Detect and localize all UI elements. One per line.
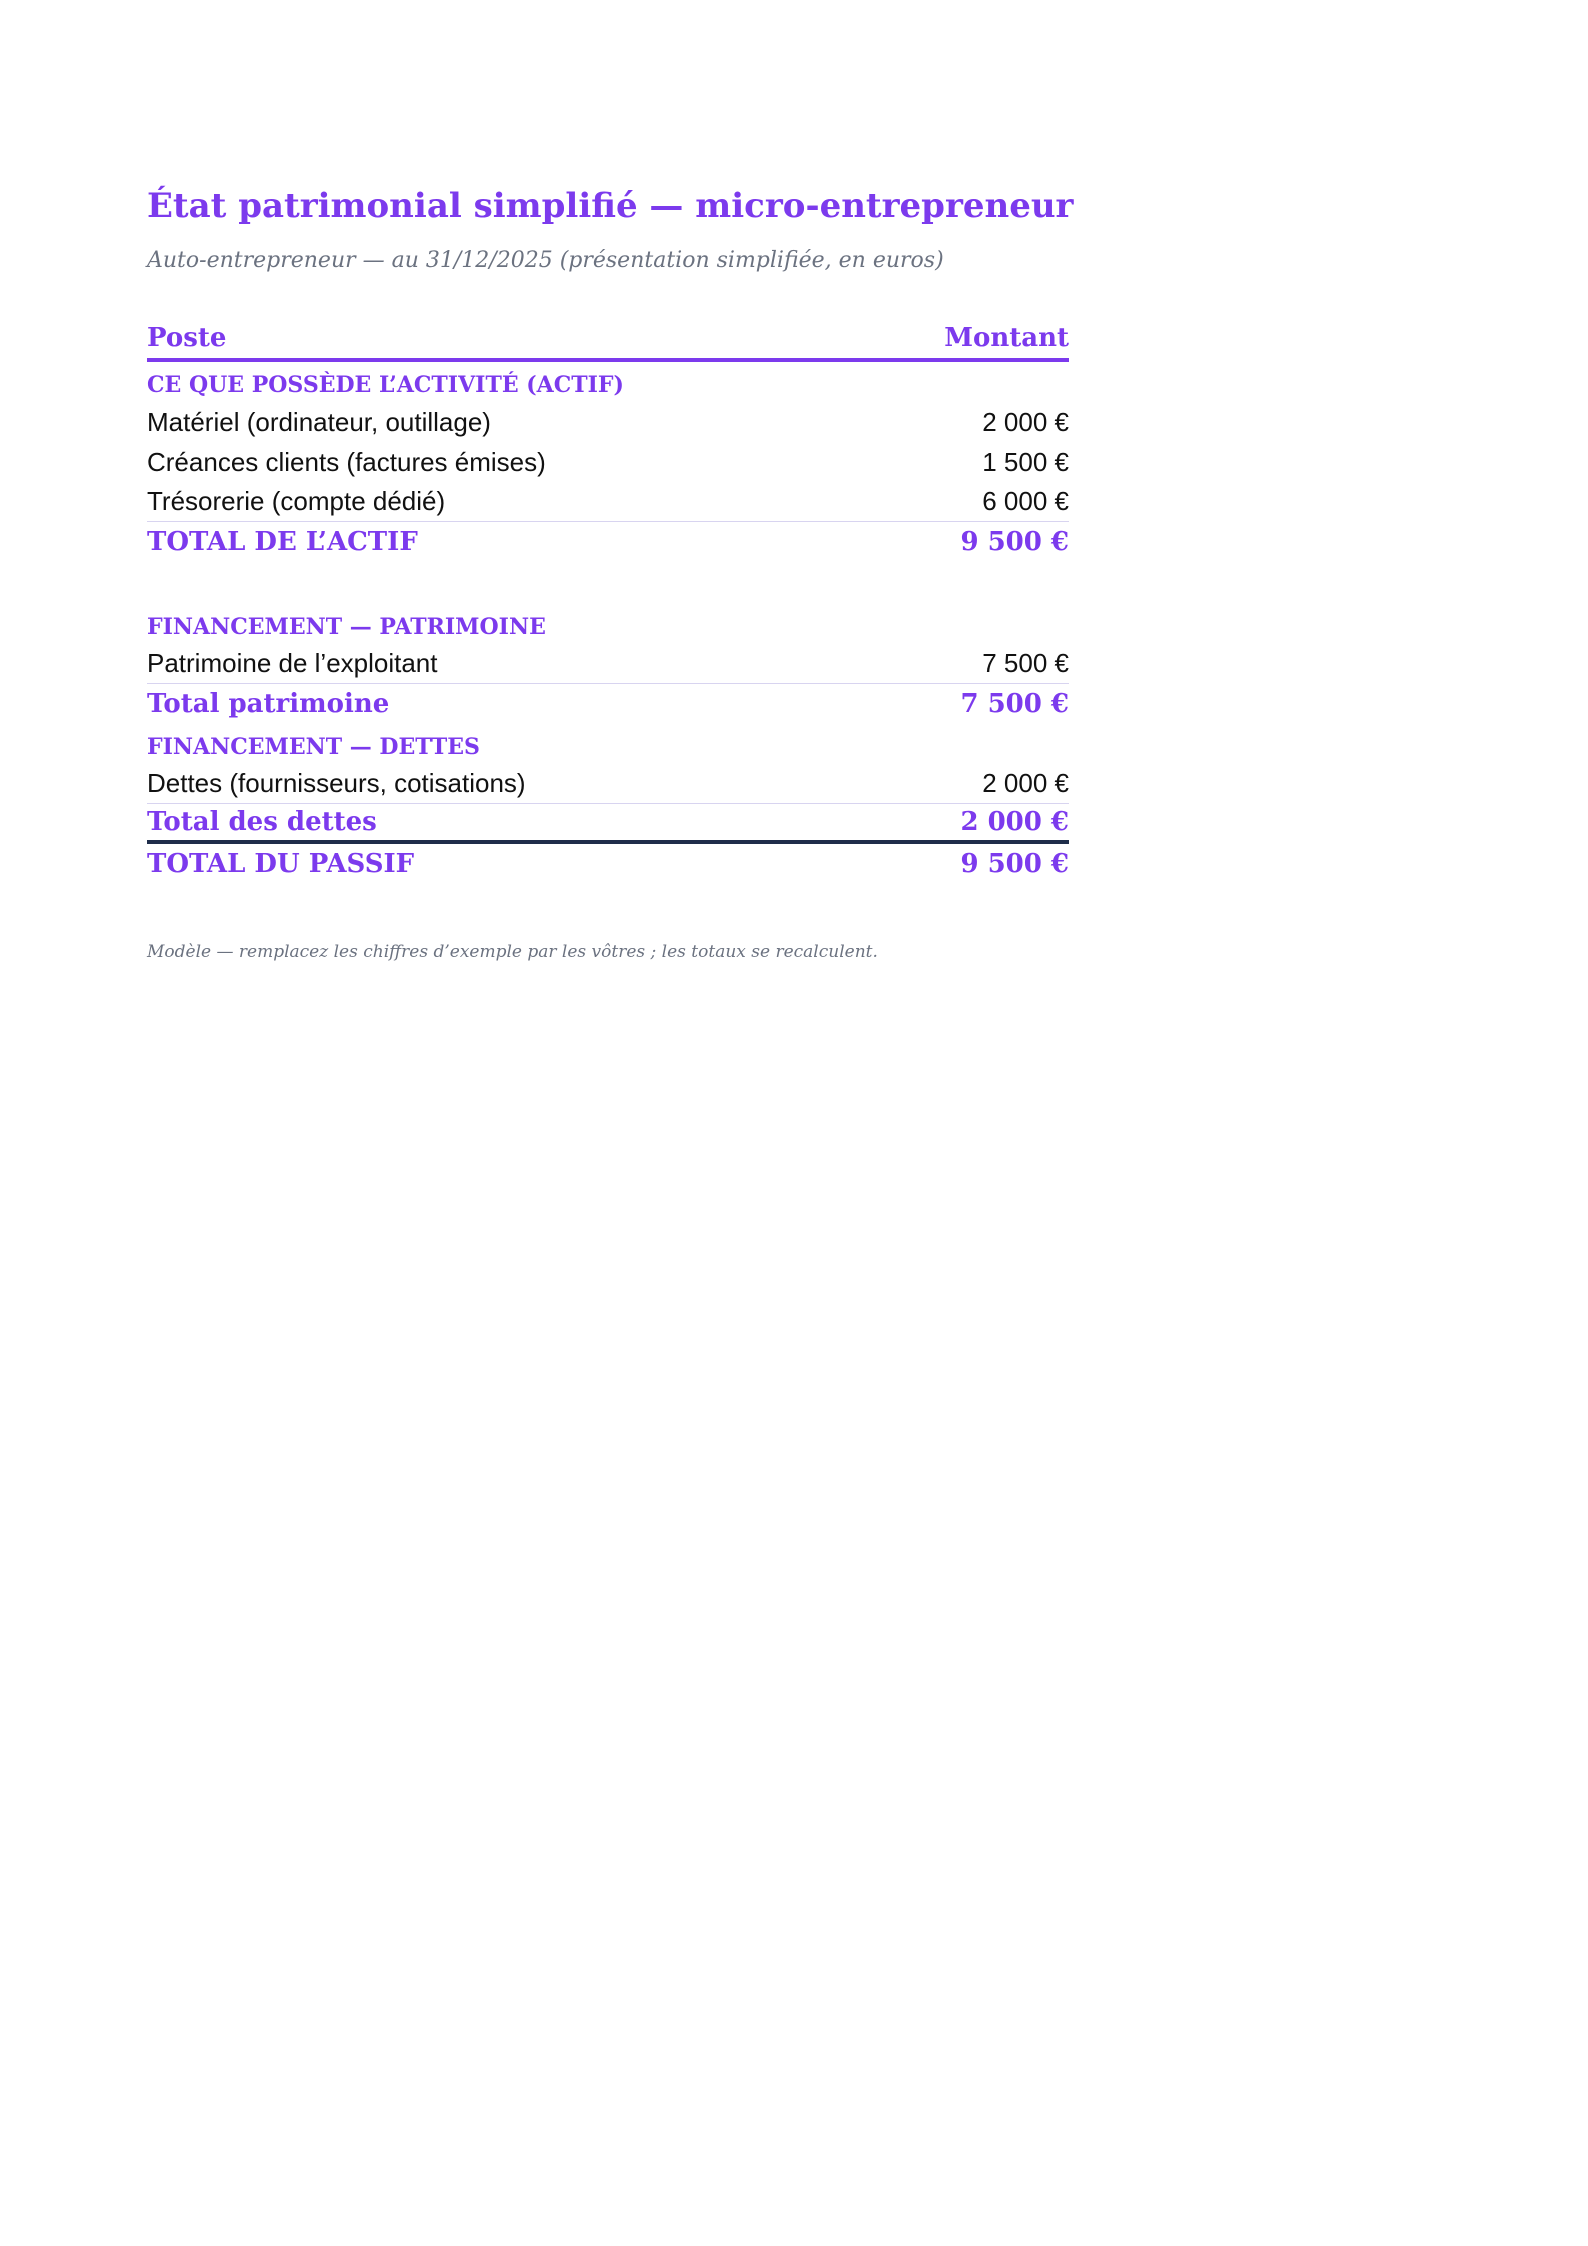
section-label: CE QUE POSSÈDE L’ACTIVITÉ (ACTIF) [147,372,624,398]
section-dettes [147,724,1069,764]
row-amount: 6 000 € [982,486,1069,516]
table-header [147,318,1069,362]
row-label: Créances clients (factures émises) [147,446,546,477]
row-amount: 2 000 € [982,768,1069,798]
total-amount: 7 500 € [960,689,1069,719]
total-amount: 2 000 € [960,807,1069,837]
table-row [147,764,1069,804]
row-amount: 1 500 € [982,446,1069,477]
table-row [147,402,1069,442]
row-amount: 7 500 € [982,648,1069,678]
section-label: FINANCEMENT — PATRIMOINE [147,614,546,640]
total-passif-row [147,844,1069,884]
row-label: Matériel (ordinateur, outillage) [147,406,491,437]
section-actif [147,362,1069,402]
row-label: Dettes (fournisseurs, cotisations) [147,768,526,798]
section-spacer [147,562,1069,604]
table-row [147,644,1069,684]
total-dettes-row [147,804,1069,844]
document-subtitle: Auto-entrepreneur — au 31/12/2025 (présentation simplifiée, en euros) [147,248,944,273]
balance-sheet-table [147,318,1069,884]
section-label: FINANCEMENT — DETTES [147,734,480,760]
total-actif-row [147,522,1069,562]
total-label: Total patrimoine [147,689,390,719]
row-amount: 2 000 € [982,406,1069,437]
section-patrimoine [147,604,1069,644]
row-label: Trésorerie (compte dédié) [147,486,446,516]
table-row [147,482,1069,522]
header-poste: Poste [147,323,227,353]
footnote: Modèle — remplacez les chiffres d’exemple par les vôtres ; les totaux se recalculent. [147,942,878,962]
total-label: TOTAL DU PASSIF [147,849,415,879]
header-montant: Montant [944,323,1069,353]
document-title: État patrimonial simplifié — micro-entrepreneur [147,186,1074,226]
row-label: Patrimoine de l’exploitant [147,648,438,678]
table-row [147,442,1069,482]
total-patrimoine-row [147,684,1069,724]
total-label: TOTAL DE L’ACTIF [147,527,418,557]
total-amount: 9 500 € [960,849,1069,879]
total-amount: 9 500 € [960,527,1069,557]
total-label: Total des dettes [147,807,377,837]
